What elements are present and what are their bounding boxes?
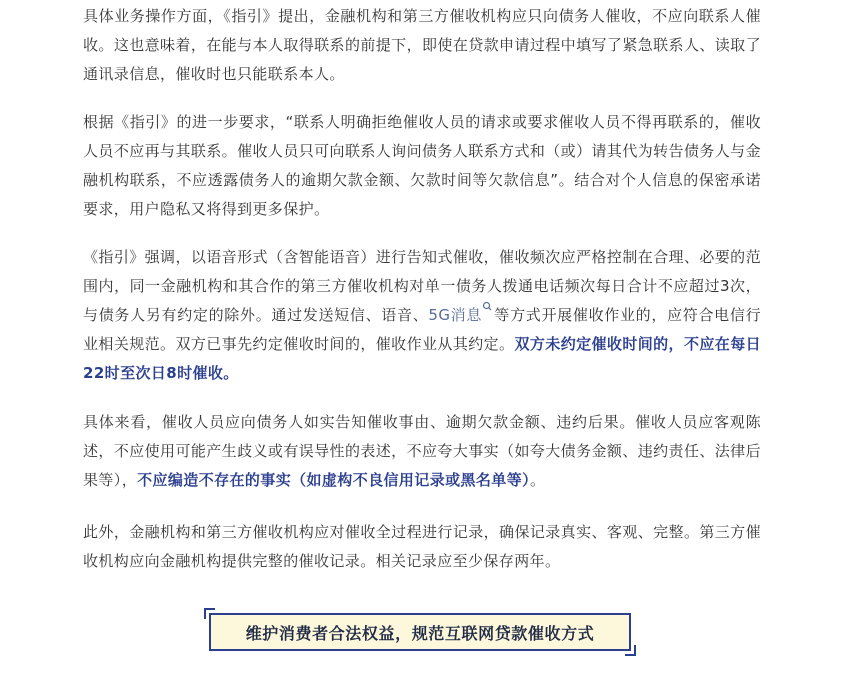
- section-title-box: [204, 608, 636, 656]
- section-title: 维护消费者合法权益，规范互联网贷款催收方式: [209, 613, 631, 651]
- paragraph-4-text: 具体来看，催收人员应向债务人如实告知催收事由、逾期欠款金额、违约后果。催收人员应客观陈述，不应使用可能产生歧义或有误导性的表述，不应夸大事实（如夸大债务金额、违约责任、法律后果等），: [83, 413, 761, 489]
- paragraph-4-emphasis: 不应编造不存在的事实（如虚构不良信用记录或黑名单等）: [137, 471, 531, 489]
- search-icon[interactable]: [482, 301, 492, 315]
- 5g-message-link-text[interactable]: 5G消息: [428, 306, 483, 324]
- paragraph-3-text-after: 等方式开展催收作业的，应符合电信行业相关规范。双方已事先约定催收时间的，催收作业从其约定。: [83, 306, 761, 353]
- 5g-message-link[interactable]: [428, 306, 494, 324]
- paragraph-3-emphasis: 双方未约定催收时间的，不应在每日22时至次日8时催收。: [83, 335, 762, 382]
- paragraph-1: 具体业务操作方面，《指引》提出，金融机构和第三方催收机构应只向债务人催收，不应向联系人催收。这也意味着，在能与本人取得联系的前提下，即使在贷款申请过程中填写了紧急联系人、读取了通讯录信息，催收时也只能联系本人。: [83, 7, 761, 83]
- paragraph-3-text: 《指引》强调，以语音形式（含智能语音）进行告知式催收，催收频次应严格控制在合理、必要的范围内，同一金融机构和其合作的第三方催收机构对单一债务人拨通电话频次每日合计不应超过3次，与债务人另有约定的除外。通过发送短信、语音、: [83, 248, 761, 324]
- paragraph-5: 此外，金融机构和第三方催收机构应对催收全过程进行记录，确保记录真实、客观、完整。第三方催收机构应向金融机构提供完整的催收记录。相关记录应至少保存两年。: [83, 523, 761, 570]
- paragraph-2: 根据《指引》的进一步要求，“联系人明确拒绝催收人员的请求或要求催收人员不得再联系的，催收人员不应再与其联系。催收人员只可向联系人询问债务人联系方式和（或）请其代为转告债务人与金融机构联系，不应透露债务人的逾期欠款金额、欠款时间等欠款信息”。结合对个人信息的保密承诺要求，用户隐私又将得到更多保护。: [83, 113, 761, 218]
- paragraph-3: [83, 243, 761, 388]
- paragraph-4-text-after: 。: [530, 471, 546, 489]
- paragraph-4: [83, 408, 761, 495]
